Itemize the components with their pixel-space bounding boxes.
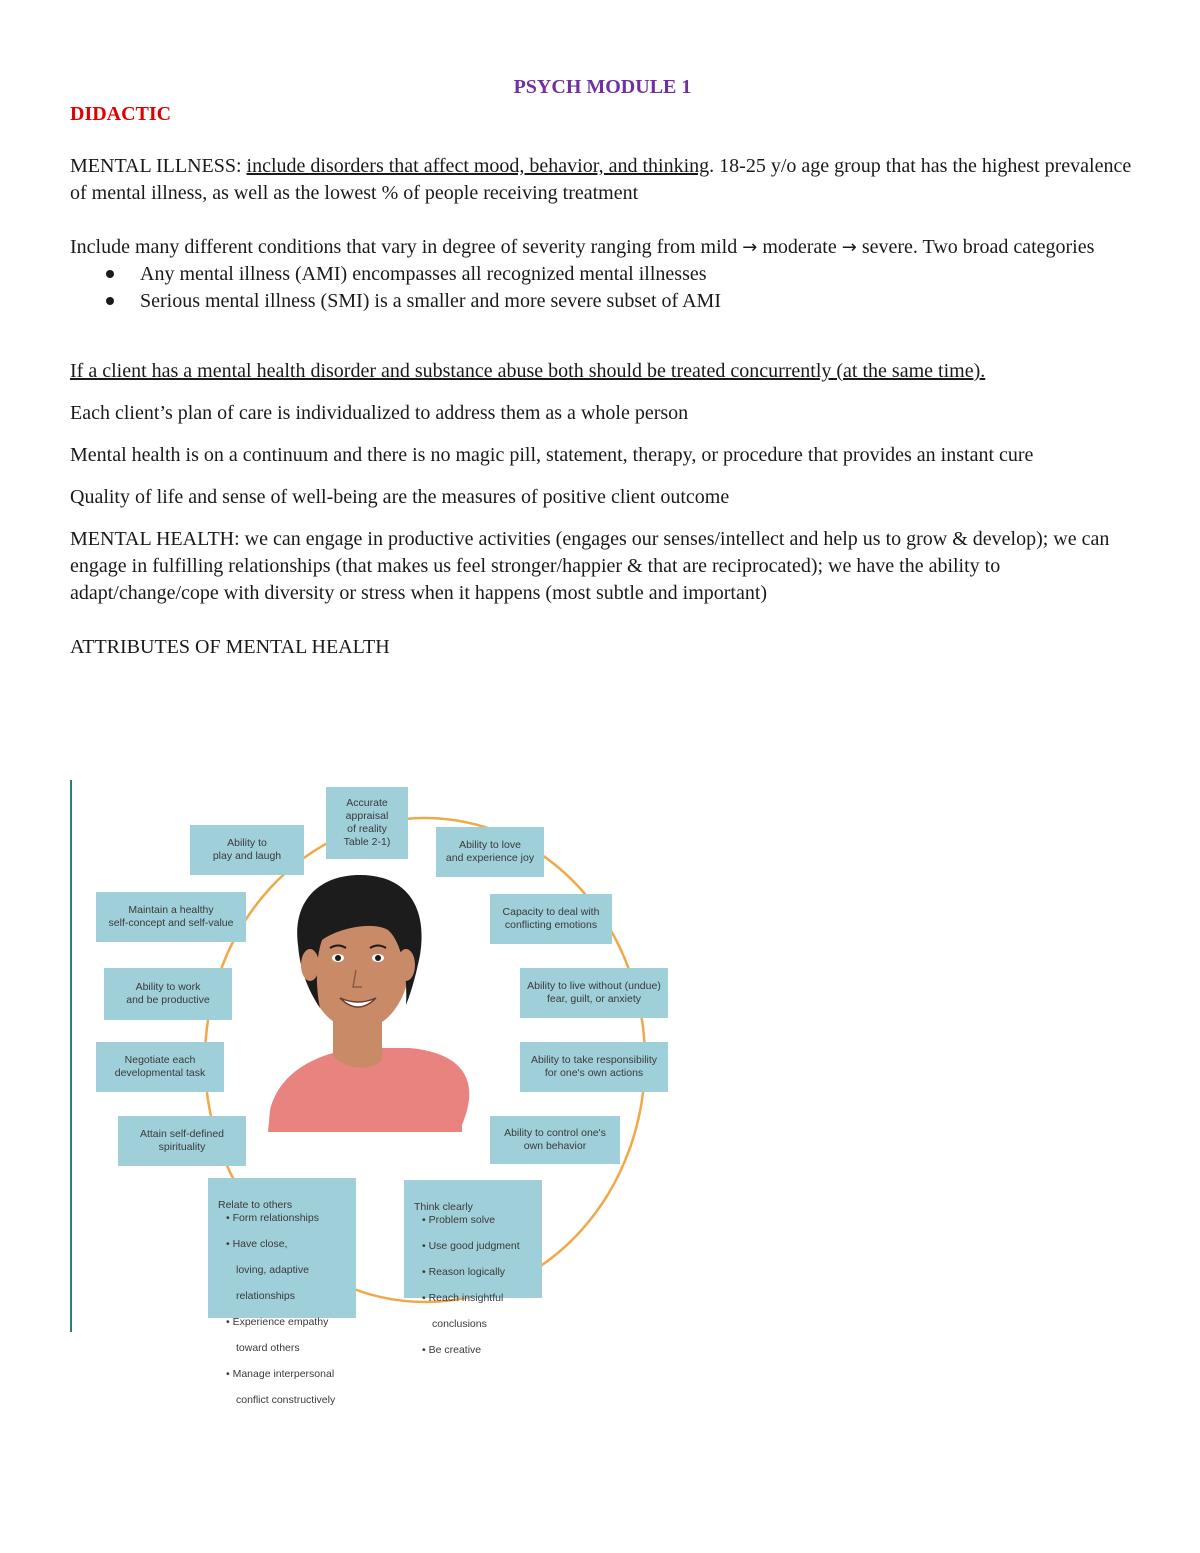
list-item: • Use good judgment — [422, 1240, 520, 1252]
list-item: • Have close, — [226, 1238, 288, 1250]
node-spirituality: Attain self-defined spirituality — [118, 1116, 246, 1166]
list-item: conflict constructively — [236, 1394, 336, 1406]
concurrent-treatment-note: If a client has a mental health disorder and substance abuse both should be treated concurrently (at the same time). — [70, 360, 986, 382]
list-item: • Manage interpersonal — [226, 1368, 335, 1380]
document-page — [70, 70, 1135, 661]
arrow-right-icon: → — [841, 237, 857, 258]
node-self-concept: Maintain a healthy self-concept and self-value — [96, 892, 246, 942]
list-item: loving, adaptive — [236, 1264, 309, 1276]
mental-illness-definition: include disorders that affect mood, behavior, and thinking — [246, 155, 710, 177]
arrow-right-icon: → — [742, 237, 758, 258]
node-control-behavior: Ability to control one's own behavior — [490, 1116, 620, 1164]
attributes-heading: ATTRIBUTES OF MENTAL HEALTH — [70, 636, 390, 658]
continuum-note: Mental health is on a continuum and there is no magic pill, statement, therapy, or procedure that provides an instant cure — [70, 444, 1034, 466]
list-item: • Reach insightful — [422, 1292, 504, 1304]
severity-moderate: moderate — [757, 236, 842, 258]
relate-heading: Relate to others — [218, 1199, 293, 1211]
plan-of-care-note: Each client’s plan of care is individualized to address them as a whole person — [70, 402, 689, 424]
node-live-without-fear: Ability to live without (undue) fear, guilt, or anxiety — [520, 968, 668, 1018]
attributes-diagram — [70, 780, 690, 1406]
list-item: • Reason logically — [422, 1266, 506, 1278]
list-item: Serious mental illness (SMI) is a smaller and more severe subset of AMI — [140, 288, 1135, 315]
mental-illness-rest: . 18-25 y/o age group that has the highest prevalence of mental illness, as well as the lowest % of people receiving treatment — [70, 155, 1132, 204]
list-item: Any mental illness (AMI) encompasses all recognized mental illnesses — [140, 261, 1135, 288]
mental-health-definition: MENTAL HEALTH: we can engage in productive activities (engages our senses/intellect and help us to grow & develop); we can engage in fulfilling relationships (that makes us feel stronger/happier & that are reciprocated); we have the ability to adapt/change/cope with diversity or stress when it happens (most subtle and important) — [70, 528, 1110, 604]
node-ability-to-love: Ability to love and experience joy — [436, 827, 544, 877]
categories-list — [70, 261, 1135, 315]
person-illustration — [268, 875, 469, 1132]
mental-illness-paragraph — [70, 153, 1135, 207]
node-conflicting-emotions: Capacity to deal with conflicting emotions — [490, 894, 612, 944]
severity-text-a: Include many different conditions that vary in degree of severity ranging from mild — [70, 236, 743, 258]
node-play-and-laugh: Ability to play and laugh — [190, 825, 304, 875]
mental-illness-label: MENTAL ILLNESS: — [70, 155, 242, 177]
list-item: relationships — [236, 1290, 295, 1302]
list-item: • Experience empathy — [226, 1316, 329, 1328]
node-accurate-appraisal: Accurate appraisal of reality Table 2-1) — [326, 787, 408, 859]
list-item: toward others — [236, 1342, 300, 1354]
node-relate-to-others — [208, 1178, 356, 1406]
node-work-productive: Ability to work and be productive — [104, 968, 232, 1020]
list-item: • Form relationships — [226, 1212, 319, 1224]
severity-text-b: severe. Two broad categories — [856, 236, 1095, 258]
node-think-clearly — [404, 1180, 542, 1356]
node-developmental-task: Negotiate each developmental task — [96, 1042, 224, 1092]
node-take-responsibility: Ability to take responsibility for one's own actions — [520, 1042, 668, 1092]
quality-note: Quality of life and sense of well-being are the measures of positive client outcome — [70, 486, 730, 508]
section-heading-didactic: DIDACTIC — [70, 103, 172, 125]
list-item: conclusions — [432, 1318, 487, 1330]
severity-paragraph — [70, 234, 1135, 261]
think-heading: Think clearly — [414, 1201, 473, 1213]
list-item: • Be creative — [422, 1344, 482, 1356]
list-item: • Problem solve — [422, 1214, 496, 1226]
page-title: PSYCH MODULE 1 — [513, 76, 692, 98]
